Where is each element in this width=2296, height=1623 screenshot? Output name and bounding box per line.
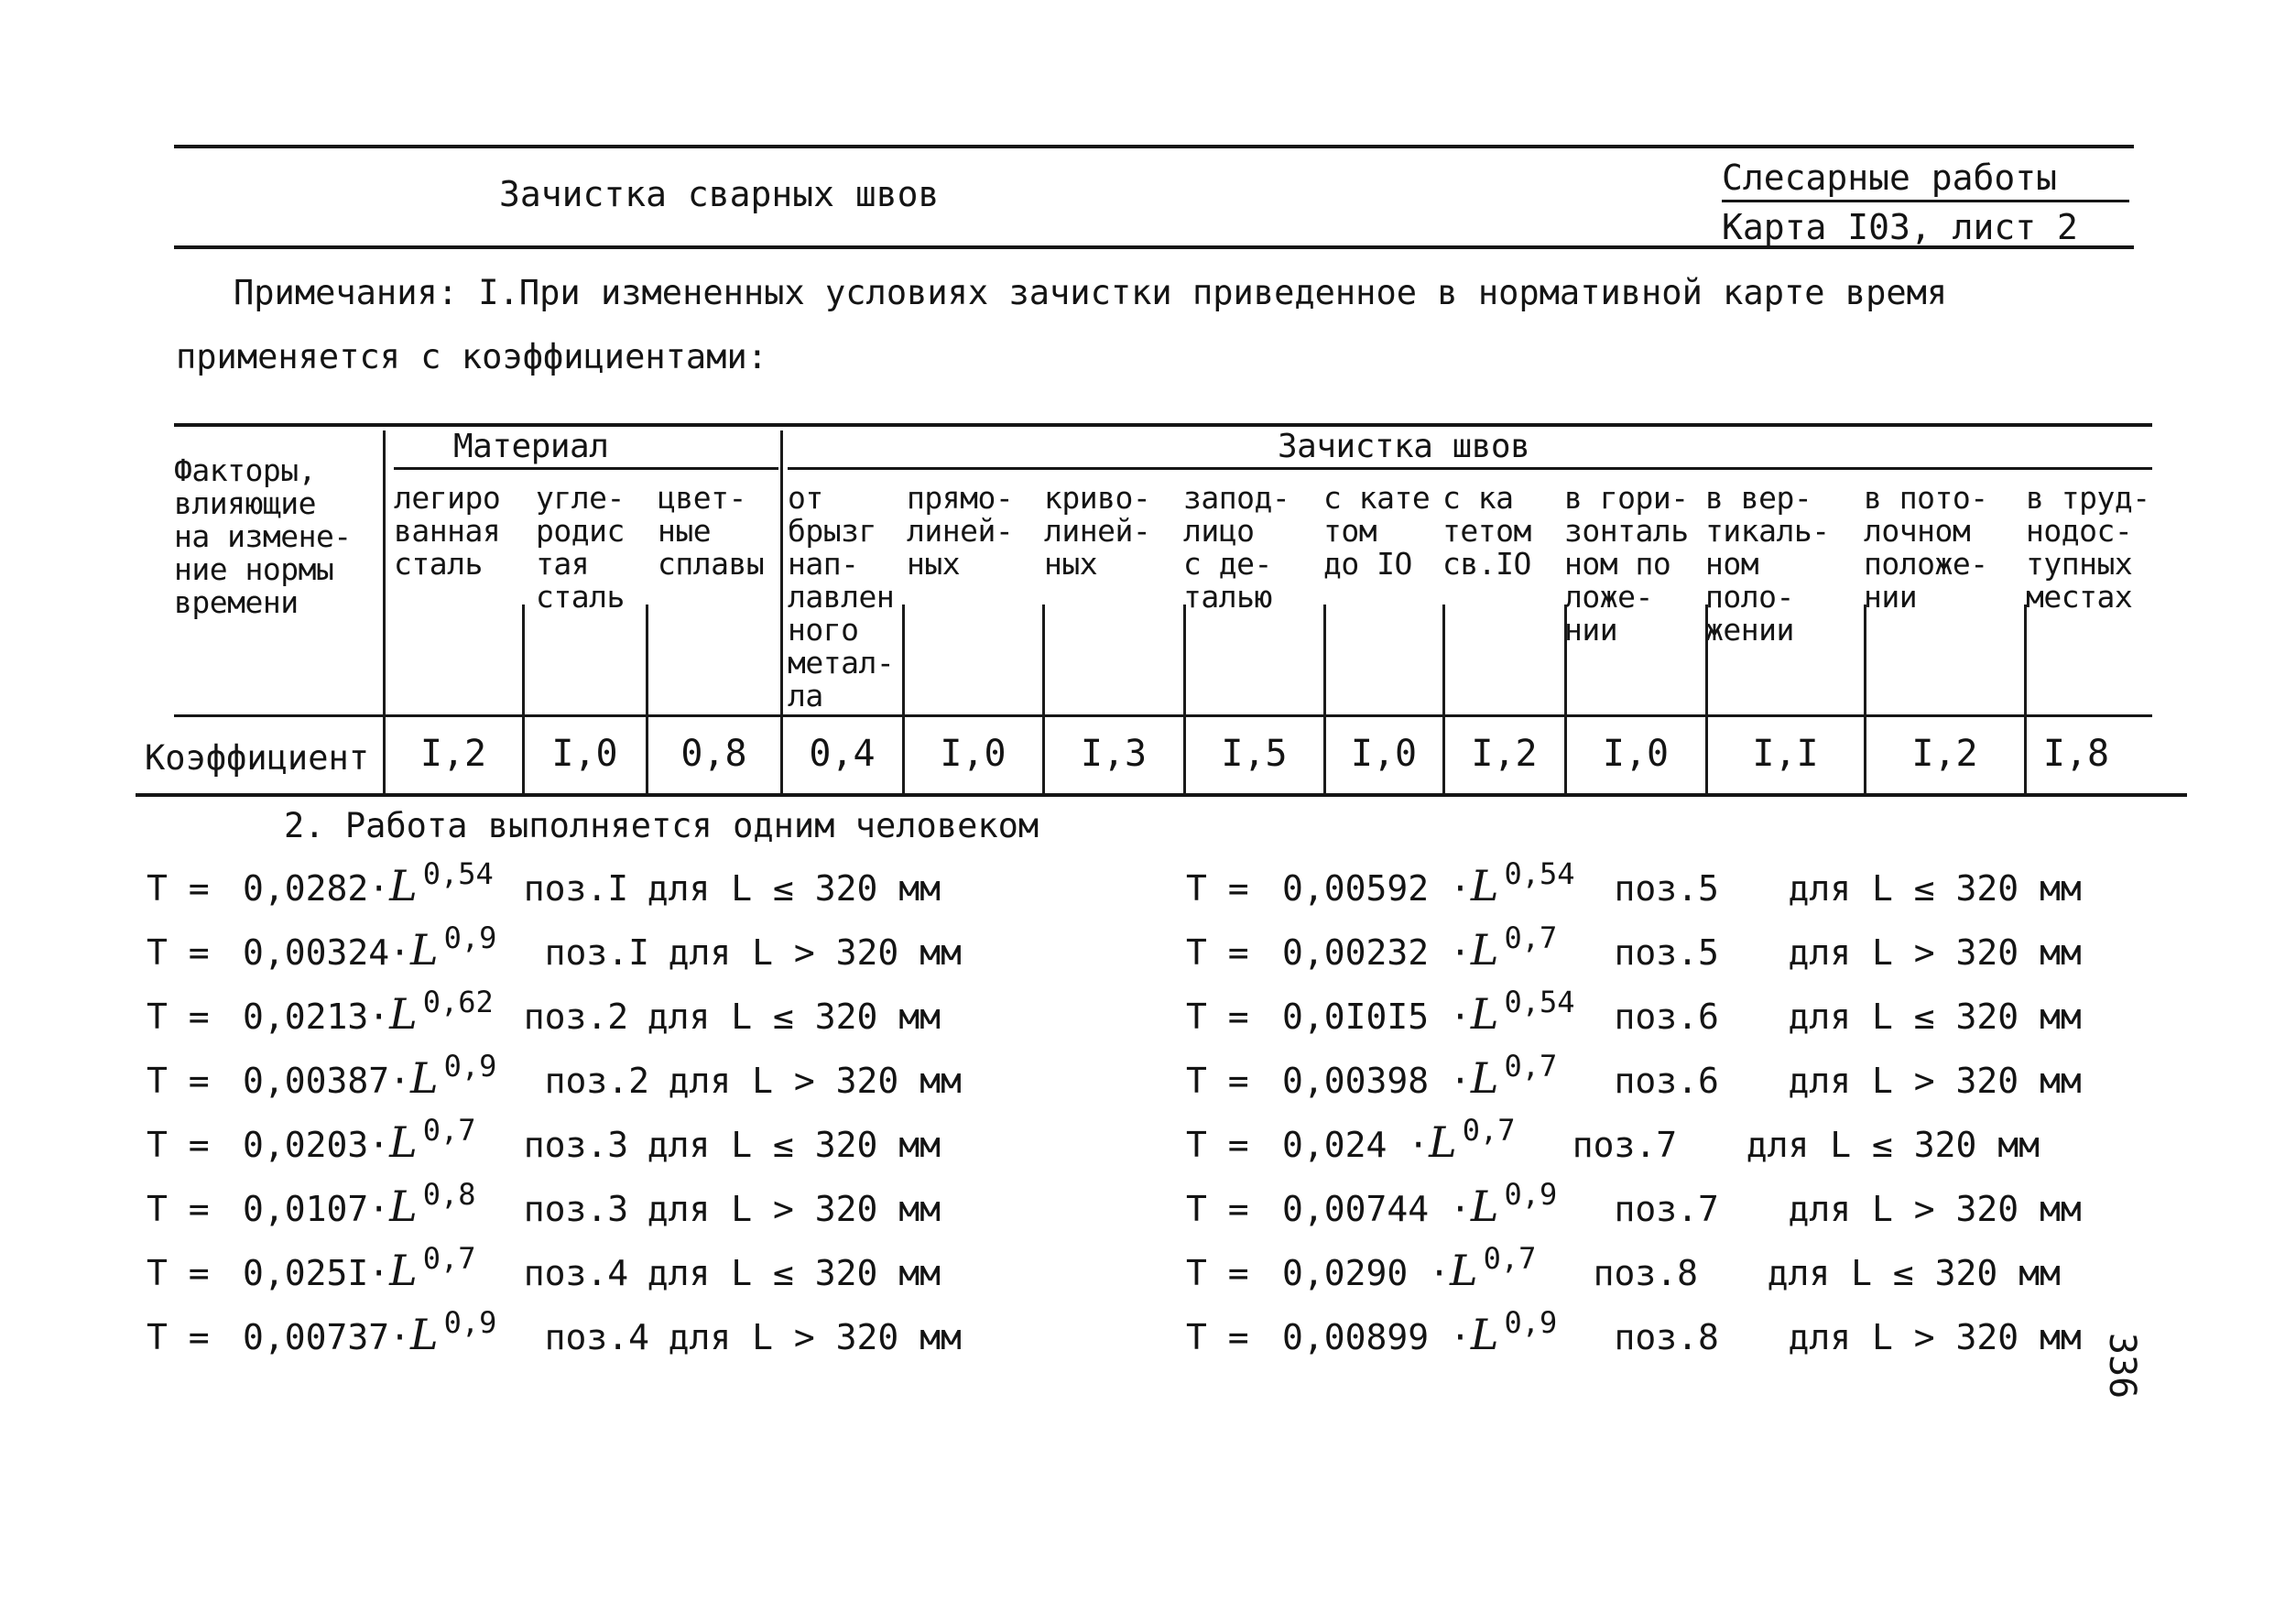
header-body-rule: [174, 714, 2152, 717]
formula-lhs: T =: [1186, 997, 1249, 1037]
coef-cell: I,8: [2042, 733, 2110, 775]
formula-lhs: T =: [147, 1189, 210, 1229]
coef-cell: I,2: [1471, 733, 1538, 775]
group-cleaning: Зачистка швов: [1278, 428, 1530, 465]
formula-position: поз.2: [544, 1061, 649, 1101]
coef-cell: I,0: [551, 733, 618, 775]
formula-lhs: T =: [1186, 868, 1249, 909]
col-horizontal: в гори- зонталь ном по ложе- нии: [1564, 480, 1689, 648]
formula-exponent: 0,62: [422, 985, 494, 1019]
formula-coefficient: 0,00744 ·: [1282, 1189, 1471, 1229]
col-curved: криво- линей- ных: [1044, 480, 1151, 582]
length-symbol: L: [389, 989, 418, 1039]
header-bottom-rule: [174, 245, 2134, 249]
formula-condition: для L ≤ 320 мм: [647, 997, 941, 1037]
coef-cell: I,5: [1221, 733, 1288, 775]
formula-position: поз.8: [1614, 1317, 1719, 1357]
formula-lhs: T =: [1186, 1317, 1249, 1357]
formula-position: поз.5: [1614, 932, 1719, 973]
formula-coefficient: 0,00232 ·: [1282, 932, 1471, 973]
formula-lhs: T =: [147, 1317, 210, 1357]
formula-exponent: 0,7: [1483, 1241, 1537, 1276]
formula-position: поз.8: [1593, 1253, 1698, 1293]
length-symbol: L: [1470, 925, 1499, 975]
length-symbol: L: [1470, 861, 1499, 910]
formula-row: [1186, 856, 2082, 910]
formula-position: поз.3: [523, 1189, 629, 1229]
formula-exponent: 0,7: [1504, 920, 1558, 955]
group-cleaning-underline: [788, 467, 2152, 470]
formula-row: [1186, 985, 2082, 1039]
coef-cell: I,0: [1350, 733, 1418, 775]
length-symbol: L: [1470, 989, 1499, 1039]
coef-cell: I,I: [1752, 733, 1819, 775]
page-title: Зачистка сварных швов: [499, 174, 940, 214]
coef-cell: I,0: [1602, 733, 1670, 775]
formula-condition: для L ≤ 320 мм: [1767, 1253, 2061, 1293]
formula-position: поз.6: [1614, 997, 1719, 1037]
formula-coefficient: 0,0I0I5 ·: [1282, 997, 1471, 1037]
col-flush: запод- лицо с де- талью: [1183, 480, 1290, 615]
formula-row: [147, 920, 962, 975]
note-1-line-2: применяется с коэффициентами:: [176, 337, 768, 376]
formula-coefficient: 0,024 ·: [1282, 1125, 1430, 1165]
formula-condition: для L ≤ 320 мм: [647, 1253, 941, 1293]
formula-exponent: 0,7: [422, 1241, 476, 1276]
header-top-rule: [174, 145, 2134, 148]
formula-condition: для L ≤ 320 мм: [647, 1125, 941, 1165]
formula-lhs: T =: [1186, 1253, 1249, 1293]
formula-condition: для L > 320 мм: [1788, 1317, 2082, 1357]
formula-lhs: T =: [147, 868, 210, 909]
length-symbol: L: [389, 1117, 418, 1167]
formula-condition: для L > 320 мм: [1788, 1061, 2082, 1101]
formula-coefficient: 0,0282·: [243, 868, 390, 909]
coef-cell: 0,4: [809, 733, 876, 775]
formula-coefficient: 0,0107·: [243, 1189, 390, 1229]
formula-row: [1186, 1113, 2040, 1167]
formula-row: [1186, 1305, 2082, 1359]
formula-exponent: 0,54: [422, 856, 494, 891]
col-vertical: в вер- тикаль- ном поло- жении: [1705, 480, 1830, 648]
formula-condition: для L ≤ 320 мм: [1746, 1125, 2040, 1165]
formula-exponent: 0,9: [443, 1049, 497, 1084]
formula-condition: для L > 320 мм: [668, 1061, 962, 1101]
formula-exponent: 0,7: [1504, 1049, 1558, 1084]
table-top-rule: [174, 423, 2152, 427]
formula-coefficient: 0,00899 ·: [1282, 1317, 1471, 1357]
length-symbol: L: [389, 1182, 418, 1231]
formula-row: [147, 1177, 941, 1231]
formula-exponent: 0,9: [443, 1305, 497, 1340]
formula-condition: для L > 320 мм: [647, 1189, 941, 1229]
formula-coefficient: 0,00324·: [243, 932, 411, 973]
formula-exponent: 0,7: [1462, 1113, 1516, 1148]
formula-lhs: T =: [147, 1253, 210, 1293]
formula-coefficient: 0,0290 ·: [1282, 1253, 1451, 1293]
formula-exponent: 0,9: [1504, 1177, 1558, 1212]
formula-coefficient: 0,0213·: [243, 997, 390, 1037]
formula-condition: для L > 320 мм: [1788, 1189, 2082, 1229]
formula-row: [1186, 1177, 2082, 1231]
length-symbol: L: [1450, 1246, 1478, 1295]
group-material: Материал: [453, 428, 609, 465]
formula-exponent: 0,9: [1504, 1305, 1558, 1340]
formula-exponent: 0,9: [443, 920, 497, 955]
formula-lhs: T =: [147, 1061, 210, 1101]
col-overhead: в пото- лочном положе- нии: [1864, 480, 1988, 615]
formula-coefficient: 0,00387·: [243, 1061, 411, 1101]
formula-position: поз.4: [544, 1317, 649, 1357]
formula-condition: для L ≤ 320 мм: [647, 868, 941, 909]
formula-row: [147, 1049, 962, 1103]
length-symbol: L: [1470, 1310, 1499, 1359]
section-label: Слесарные работы: [1722, 158, 2058, 198]
formula-position: поз.I: [523, 868, 629, 909]
length-symbol: L: [389, 1246, 418, 1295]
col-non-ferrous: цвет- ные сплавы: [658, 480, 765, 582]
coef-cell: I,3: [1080, 733, 1148, 775]
formula-row: [1186, 920, 2082, 975]
formula-coefficient: 0,00398 ·: [1282, 1061, 1471, 1101]
formula-row: [147, 1241, 941, 1295]
formula-row: [147, 985, 941, 1039]
coef-cell: I,2: [1911, 733, 1978, 775]
length-symbol: L: [389, 861, 418, 910]
card-label: Карта I03, лист 2: [1722, 207, 2078, 247]
formula-condition: для L > 320 мм: [668, 1317, 962, 1357]
coef-cell: I,2: [419, 733, 487, 775]
formula-coefficient: 0,0203·: [243, 1125, 390, 1165]
length-symbol: L: [1470, 1182, 1499, 1231]
note-2: 2. Работа выполняется одним человеком: [284, 806, 1039, 845]
formula-row: [1186, 1049, 2082, 1103]
formula-position: поз.7: [1614, 1189, 1719, 1229]
formula-position: поз.7: [1572, 1125, 1678, 1165]
formula-condition: для L ≤ 320 мм: [1788, 997, 2082, 1037]
formula-position: поз.4: [523, 1253, 629, 1293]
length-symbol: L: [1429, 1117, 1457, 1167]
formula-lhs: T =: [1186, 1125, 1249, 1165]
col-leg-up-to-10: с кате том до IO: [1323, 480, 1431, 582]
formula-row: [1186, 1241, 2061, 1295]
formula-lhs: T =: [1186, 1189, 1249, 1229]
page-number: 336: [2101, 1333, 2143, 1400]
formula-exponent: 0,54: [1504, 985, 1575, 1019]
col-carbon-steel: угле- родис тая сталь: [536, 480, 625, 615]
formula-lhs: T =: [1186, 932, 1249, 973]
formula-position: поз.3: [523, 1125, 629, 1165]
col-alloy-steel: легиро ванная сталь: [394, 480, 501, 582]
length-symbol: L: [1470, 1053, 1499, 1103]
formula-lhs: T =: [147, 1125, 210, 1165]
formula-row: [147, 1305, 962, 1359]
formula-position: поз.6: [1614, 1061, 1719, 1101]
group-material-underline: [394, 467, 778, 470]
col-straight: прямо- линей- ных: [907, 480, 1014, 582]
formula-position: поз.5: [1614, 868, 1719, 909]
length-symbol: L: [410, 1053, 439, 1103]
formula-exponent: 0,54: [1504, 856, 1575, 891]
formula-row: [147, 856, 941, 910]
formula-coefficient: 0,025I·: [243, 1253, 390, 1293]
formula-lhs: T =: [147, 932, 210, 973]
formula-exponent: 0,8: [422, 1177, 476, 1212]
formula-position: поз.I: [544, 932, 649, 973]
table-bottom-rule: [136, 793, 2187, 797]
length-symbol: L: [410, 1310, 439, 1359]
col-spatter: от брызг нап- лавлен ного метал- ла: [788, 480, 895, 713]
formula-lhs: T =: [147, 997, 210, 1037]
coef-cell: I,0: [940, 733, 1007, 775]
row-label-coefficient: Коэффициент: [145, 738, 370, 778]
factors-header: Факторы, влияющие на измене- ние нормы времени: [174, 452, 352, 620]
formula-lhs: T =: [1186, 1061, 1249, 1101]
section-underline: [1722, 200, 2129, 202]
formula-row: [147, 1113, 941, 1167]
note-1-line-1: Примечания: I.При измененных условиях зачистки приведенное в нормативной карте время: [234, 273, 1948, 312]
col-leg-over-10: с ка тетом св.IO: [1442, 480, 1531, 582]
formula-condition: для L ≤ 320 мм: [1788, 868, 2082, 909]
length-symbol: L: [410, 925, 439, 975]
formula-position: поз.2: [523, 997, 629, 1037]
formula-coefficient: 0,00737·: [243, 1317, 411, 1357]
coef-cell: 0,8: [680, 733, 747, 775]
col-hard-to-reach: в труд- нодос- тупных местах: [2026, 480, 2150, 615]
formula-condition: для L > 320 мм: [1788, 932, 2082, 973]
formula-condition: для L > 320 мм: [668, 932, 962, 973]
formula-coefficient: 0,00592 ·: [1282, 868, 1471, 909]
formula-exponent: 0,7: [422, 1113, 476, 1148]
